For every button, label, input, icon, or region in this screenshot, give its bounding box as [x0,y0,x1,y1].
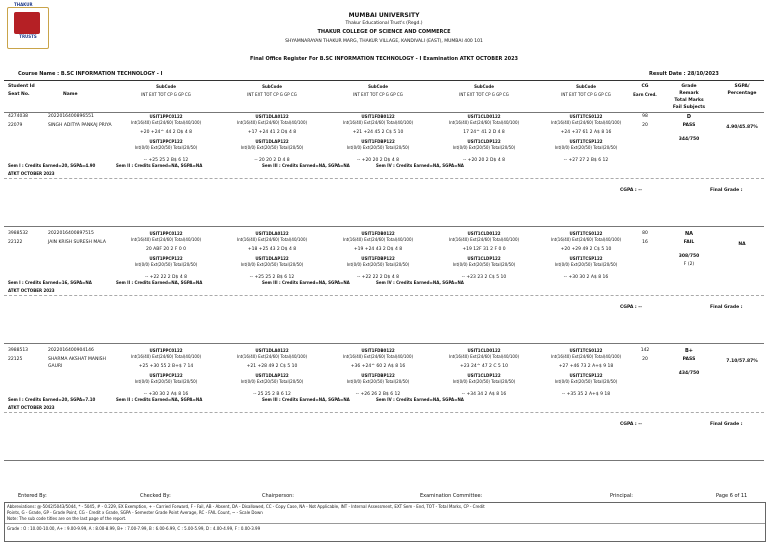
subject-code: USIT1TCS0122 [569,114,603,119]
sem2-summary: Sem II : Credits Earned=NA, SGPA=NA [116,163,203,168]
sem3-summary: Sem III : Credits Earned=NA, SGPA=NA [262,280,350,285]
page-number: Page 6 of 11 [716,493,748,499]
col-subcode-3: SubCode [368,84,388,89]
subject-code: USIT1FDB0122 [361,348,395,353]
trust-name: Thakur Educational Trust's (Regd.) [345,21,423,26]
subject-code: USIT1DLA0122 [255,231,289,236]
col-subcode-4: SubCode [474,84,494,89]
atkt-label: ATKT OCTOBER 2023 [8,288,55,293]
subject-code: USIT1CLD0122 [467,348,501,353]
cg-value: 142 [640,348,650,353]
col-subheads-5: INT EXT TOT CP G GP CG [561,92,611,97]
sem4-summary: Sem IV : Credits Earned=NA, SGPA=NA [376,280,464,285]
subject-marks: +23 24^ 47 2 C 5 10 [460,364,508,369]
total-marks-value: 344/750 [678,137,700,142]
subject-code: USIT1PPC0122 [149,231,183,236]
practical-code: USIT1CLDP122 [467,373,501,378]
remark-value: PASS [682,123,696,128]
col-subheads-4: INT EXT TOT CP G GP CG [459,92,509,97]
sgpa-percentage-value: NA [738,242,746,247]
subject-passing-info: Int(16/40) Ext(24/60) Total(40/100) [448,237,520,242]
cgpa-label: CGPA : -- [620,188,643,193]
practical-passing-info: Int(0/0) Ext(20/50) Total(20/50) [554,262,618,267]
subject-marks: 17 24^ 41 2 D 4 8 [463,130,505,135]
college-name: THAKUR COLLEGE OF SCIENCE AND COMMERCE [317,29,451,35]
student-id: 3988513 [8,348,29,353]
result-date: Result Date : 28/10/2023 [649,71,719,77]
subject-code: USIT1PPC0122 [149,348,183,353]
subject-marks: +20 +29 49 2 C$ 5 10 [560,247,612,252]
student-name: SINGH ADITYA PANKAJ PRIYA [48,123,112,128]
practical-code: USIT1PPCP122 [149,256,183,261]
subject-code: USIT1FDB0122 [361,114,395,119]
practical-passing-info: Int(0/0) Ext(20/50) Total(20/50) [134,379,198,384]
practical-code: USIT1FDBP122 [361,373,395,378]
col-subheads-1: INT EXT TOT CP G GP CG [141,92,191,97]
col-total-marks: Total Marks [674,98,704,103]
subject-passing-info: Int(16/40) Ext(24/60) Total(40/100) [342,237,414,242]
final-grade-label: Final Grade : [710,188,743,193]
subject-passing-info: Int(16/40) Ext(24/60) Total(40/100) [130,354,202,359]
practical-passing-info: Int(0/0) Ext(20/50) Total(20/50) [240,379,304,384]
logo-text: TRUSTS [19,34,37,39]
credits-value: 16 [642,240,648,245]
practical-code: USIT1DLAP122 [255,139,289,144]
subject-passing-info: Int(16/40) Ext(24/60) Total(40/100) [130,120,202,125]
fail-subjects-value: F (2) [683,262,695,267]
seat-number: 22079 [8,123,23,128]
practical-marks: -- +30 30 2 A$ 8 16 [143,392,189,397]
col-subheads-3: INT EXT TOT CP G GP CG [353,92,403,97]
course-name: Course Name : B.SC INFORMATION TECHNOLOGY - I [18,71,163,77]
examination-committee: Examination Committee: [420,493,483,499]
student-name: SHARMA AKSHAT MANISH [48,357,106,362]
col-subcode-1: SubCode [156,84,176,89]
seat-number: 22125 [8,357,23,362]
footer-divider [5,523,765,524]
practical-code: USIT1DLAP122 [255,256,289,261]
practical-code: USIT1FDBP122 [361,139,395,144]
col-subcode-5: SubCode [576,84,596,89]
prn-number: 2022016400897515 [48,231,94,236]
record-divider [4,412,764,413]
practical-marks: -- 20 20 2 D 4 8 [254,158,290,163]
total-marks-value: 434/750 [678,371,700,376]
report-title: Final Office Register For B.SC INFORMATION TECHNOLOGY - I Examination ATKT OCTOBER 2023 [249,56,519,62]
subject-passing-info: Int(16/40) Ext(24/60) Total(40/100) [550,237,622,242]
subject-passing-info: Int(16/40) Ext(24/60) Total(40/100) [236,354,308,359]
student-name-line2: GAURI [48,364,63,369]
record-bottom-rule [4,226,764,227]
practical-passing-info: Int(0/0) Ext(20/50) Total(20/50) [554,145,618,150]
logo-title: THAKUR [14,2,33,7]
sem1-summary: Sem I : Credits Earned=20, SGPA=4.90 [8,163,96,168]
sem1-summary: Sem I : Credits Earned=16, SGPA=NA [8,280,92,285]
col-student-id: Student Id [8,84,35,89]
record-divider [4,295,764,296]
col-percentage: Percentage [727,91,757,96]
seat-number: 22122 [8,240,23,245]
col-earn-cred: Earn Cred. [633,92,657,97]
subject-code: USIT1DLA0122 [255,114,289,119]
sem3-summary: Sem III : Credits Earned=NA, SGPA=NA [262,397,350,402]
practical-marks: -- +22 22 2 D$ 4 8 [357,275,399,280]
subject-marks: +36 +24^ 60 2 A$ 8 16 [350,364,406,369]
total-marks-value: 308/750 [678,254,700,259]
checked-by: Checked By: [140,493,171,499]
student-id: 4274038 [8,114,29,119]
col-subheads-2: INT EXT TOT CP G GP CG [247,92,297,97]
practical-code: USIT1PPCP122 [149,139,183,144]
sem2-summary: Sem II : Credits Earned=NA, SGPA=NA [116,280,203,285]
subject-marks: +27 +46 73 2 A+$ 9 18 [558,364,614,369]
col-subcode-2: SubCode [262,84,282,89]
practical-code: USIT1CLDP122 [467,256,501,261]
practical-passing-info: Int(0/0) Ext(20/50) Total(20/50) [346,145,410,150]
final-grade-label: Final Grade : [710,305,743,310]
practical-passing-info: Int(0/0) Ext(20/50) Total(20/50) [240,262,304,267]
student-id: 3988532 [8,231,29,236]
practical-passing-info: Int(0/0) Ext(20/50) Total(20/50) [452,145,516,150]
final-grade-label: Final Grade : [710,422,743,427]
practical-marks: -- 25 25 2 B 6 12 [253,392,291,397]
practical-passing-info: Int(0/0) Ext(20/50) Total(20/50) [554,379,618,384]
subject-passing-info: Int(16/40) Ext(24/60) Total(40/100) [550,120,622,125]
col-name: Name [63,92,78,97]
practical-marks: -- +22 22 2 D$ 4 8 [145,275,187,280]
prn-number: 2022016400896551 [48,114,94,119]
remark-value: FAIL [683,240,695,245]
practical-passing-info: Int(0/0) Ext(20/50) Total(20/50) [452,379,516,384]
cg-value: 80 [642,231,648,236]
subject-code: USIT1TCS0122 [569,231,603,236]
subject-marks: +19 12F 31 2 F 0 0 [462,247,506,252]
col-seat-no: Seat No. [8,92,30,97]
subject-passing-info: Int(16/40) Ext(24/60) Total(40/100) [448,354,520,359]
subject-code: USIT1CLD0122 [467,114,501,119]
atkt-label: ATKT OCTOBER 2023 [8,405,55,410]
sem1-summary: Sem I : Credits Earned=20, SGPA=7.10 [8,397,96,402]
practical-code: USIT1PPCP122 [149,373,183,378]
practical-marks: -- +25 25 2 B$ 6 12 [143,158,189,163]
cgpa-label: CGPA : -- [620,305,643,310]
col-grade: Grade [681,84,697,89]
abbreviations-box [4,502,766,542]
subject-code: USIT1CLD0122 [467,231,501,236]
subject-code: USIT1PPC0122 [149,114,183,119]
subject-marks: +21 +24 45 2 C$ 5 10 [352,130,404,135]
subject-marks: +18 +25 43 2 D$ 4 8 [247,247,297,252]
prn-number: 2022016400904146 [48,348,94,353]
credits-value: 20 [642,357,648,362]
practical-passing-info: Int(0/0) Ext(20/50) Total(20/50) [346,379,410,384]
principal: Principal: [610,493,633,499]
header-rule-bottom [4,112,764,113]
subject-marks: +24 +37 61 2 A$ 8 16 [560,130,612,135]
practical-code: USIT1TCSP122 [569,373,603,378]
subject-passing-info: Int(16/40) Ext(24/60) Total(40/100) [342,354,414,359]
abbrev-line-2: Points, G - Grade, GP - Grade Point, CG - Credit x Grade, SGPA - Semester Grade Point Average, RC - FAIL Count, ~ - Scale Down [7,510,263,515]
subject-passing-info: Int(16/40) Ext(24/60) Total(40/100) [236,120,308,125]
practical-marks: -- +30 30 2 A$ 8 16 [563,275,609,280]
col-cg: CG [641,84,649,89]
college-address: SHYAMNARAYAN THAKUR MARG, THAKUR VILLAGE, KANDIVALI (EAST), MUMBAI 400 101 [285,39,483,44]
sem4-summary: Sem IV : Credits Earned=NA, SGPA=NA [376,163,464,168]
subject-passing-info: Int(16/40) Ext(24/60) Total(40/100) [236,237,308,242]
col-fail-subjects: Fail Subjects [672,105,706,110]
sem4-summary: Sem IV : Credits Earned=NA, SGPA=NA [376,397,464,402]
abbrev-note: Note: The sub code titles are on the last page of the report. [7,516,127,521]
practical-passing-info: Int(0/0) Ext(20/50) Total(20/50) [134,145,198,150]
sem3-summary: Sem III : Credits Earned=NA, SGPA=NA [262,163,350,168]
subject-code: USIT1TCS0122 [569,348,603,353]
university-name: MUMBAI UNIVERSITY [348,12,420,19]
col-remark: Remark [679,91,699,96]
student-name: JAIN KRISH SURESH MALA [48,240,106,245]
practical-passing-info: Int(0/0) Ext(20/50) Total(20/50) [346,262,410,267]
record-divider [4,178,764,179]
sgpa-percentage-value: 7.10/57.87% [726,359,758,364]
practical-marks: -- +20 20 2 D$ 4 8 [463,158,505,163]
sem2-summary: Sem II : Credits Earned=NA, SGPA=NA [116,397,203,402]
subject-passing-info: Int(16/40) Ext(24/60) Total(40/100) [448,120,520,125]
remark-value: PASS [682,357,696,362]
subject-code: USIT1FDB0122 [361,231,395,236]
practical-code: USIT1TCSP122 [569,139,603,144]
subject-marks: +17 +24 41 2 D$ 4 8 [247,130,297,135]
practical-marks: -- +26 26 2 B$ 6 12 [355,392,401,397]
practical-code: USIT1DLAP122 [255,373,289,378]
record-bottom-rule [4,460,764,461]
abbrev-line-1: Abbreviations: @-5042/5043/5044, * - 5045, # - 0.229, EX Exemption, + - Carried Forward, F - Fail, AB - Absent, DA - Disallowed, CC - Copy Case, NA - Not Applicable, INT - Internal Assessment, EXT Sem - End, TOT - Total Marks, CP - Credit [7,504,485,509]
practical-marks: -- +25 25 2 B$ 6 12 [249,275,295,280]
sgpa-percentage-value: 4.90/45.87% [726,125,758,130]
subject-marks: +25 +30 55 2 B+$ 7 14 [138,364,194,369]
practical-marks: -- +23 23 2 C$ 5 10 [461,275,507,280]
chairperson: Chairperson: [262,493,294,499]
subject-marks: +19 +24 43 2 D$ 4 8 [353,247,403,252]
practical-passing-info: Int(0/0) Ext(20/50) Total(20/50) [240,145,304,150]
subject-passing-info: Int(16/40) Ext(24/60) Total(40/100) [342,120,414,125]
subject-code: USIT1DLA0122 [255,348,289,353]
cg-value: 98 [642,114,648,119]
record-bottom-rule [4,343,764,344]
header-rule-top [4,80,764,81]
grade-scale: Grade : O : 10.00-10.00, A+ : 9.00-9.99, A : 8.00-8.99, B+ : 7.00-7.99, B : 6.00-6.99, C : 5.00-5.99, D : 4.00-4.99, F : 0.00-3.99 [7,526,261,531]
practical-code: USIT1FDBP122 [361,256,395,261]
subject-marks: +20 +24^ 44 2 D$ 4 8 [140,130,192,135]
subject-marks: +21 +28 49 2 C$ 5 10 [246,364,298,369]
grade-value: B+ [684,348,693,354]
practical-marks: -- +34 34 2 A$ 8 16 [461,392,507,397]
col-sgpa: SGPA/ [734,84,750,89]
cgpa-label: CGPA : -- [620,422,643,427]
practical-passing-info: Int(0/0) Ext(20/50) Total(20/50) [134,262,198,267]
credits-value: 20 [642,123,648,128]
subject-passing-info: Int(16/40) Ext(24/60) Total(40/100) [130,237,202,242]
practical-marks: -- +35 35 2 A+$ 9 18 [561,392,611,397]
grade-value: NA [684,231,694,237]
practical-marks: -- +20 20 2 D$ 4 8 [357,158,399,163]
grade-value: D [686,114,692,120]
practical-code: USIT1CLDP122 [467,139,501,144]
subject-passing-info: Int(16/40) Ext(24/60) Total(40/100) [550,354,622,359]
practical-code: USIT1TCSP122 [569,256,603,261]
atkt-label: ATKT OCTOBER 2023 [8,171,55,176]
practical-passing-info: Int(0/0) Ext(20/50) Total(20/50) [452,262,516,267]
subject-marks: 20 ABF 20 2 F 0 0 [146,247,186,252]
practical-marks: -- +27 27 2 B$ 6 12 [563,158,609,163]
entered-by: Entered By: [18,493,47,499]
